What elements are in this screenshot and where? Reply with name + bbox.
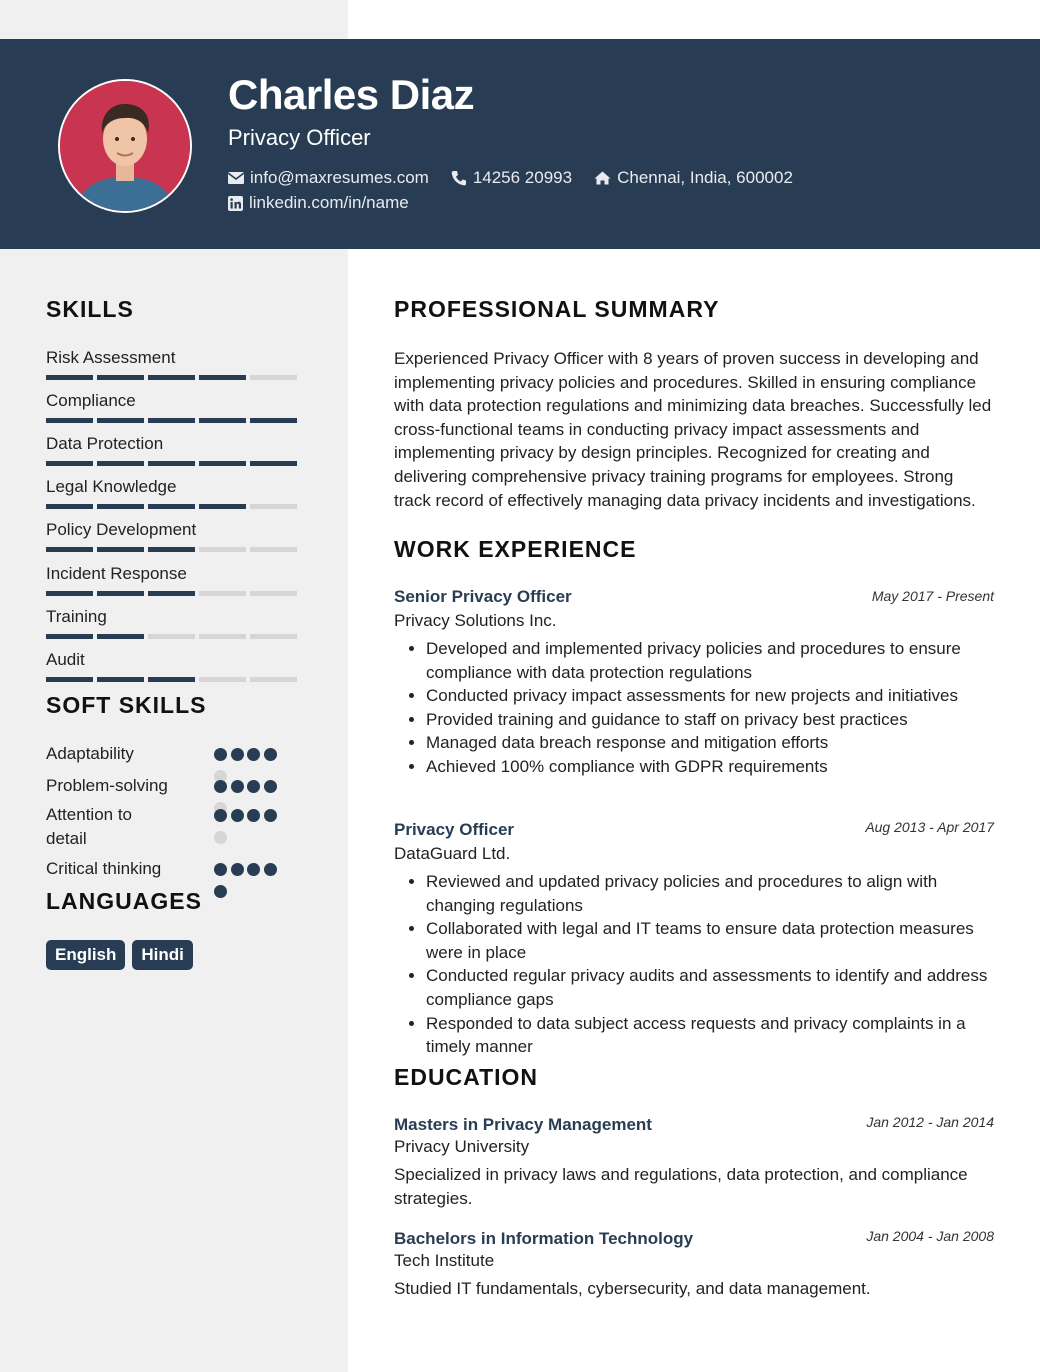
skill-bar-segment bbox=[46, 418, 93, 423]
skill-bar-segment bbox=[97, 375, 144, 380]
education-entry bbox=[394, 1229, 994, 1301]
skill-name: Legal Knowledge bbox=[46, 477, 177, 496]
languages-heading: LANGUAGES bbox=[46, 888, 202, 914]
entry-dates: Aug 2013 - Apr 2017 bbox=[865, 819, 994, 835]
skill-bar-segment bbox=[148, 418, 195, 423]
location-contact bbox=[594, 168, 793, 188]
list-item: • Collaborated with legal and IT teams to ensure data protection measures were in place bbox=[426, 917, 994, 964]
skill-dot bbox=[214, 780, 227, 793]
skill-dot bbox=[214, 885, 227, 898]
experience-heading: WORK EXPERIENCE bbox=[394, 536, 637, 562]
skill-dot bbox=[247, 809, 260, 822]
list-item: • Conducted regular privacy audits and assessments to identify and address compliance gaps bbox=[426, 964, 994, 1011]
skill-dot bbox=[214, 863, 227, 876]
list-item: • Managed data breach response and mitigation efforts bbox=[426, 731, 994, 755]
soft-skills-heading: SOFT SKILLS bbox=[46, 692, 207, 718]
skill-dot bbox=[264, 863, 277, 876]
experience-entry bbox=[394, 587, 994, 779]
skill-name: Training bbox=[46, 607, 107, 626]
email-contact[interactable] bbox=[228, 168, 429, 188]
skill-bar-segment bbox=[199, 504, 246, 509]
skill-item bbox=[46, 476, 306, 509]
entry-dates: Jan 2004 - Jan 2008 bbox=[866, 1228, 994, 1244]
location-text: Chennai, India, 600002 bbox=[617, 168, 793, 187]
skill-bar-segment bbox=[250, 375, 297, 380]
skill-bar-segment bbox=[250, 547, 297, 552]
school-name: Tech Institute bbox=[394, 1251, 495, 1270]
skill-bar-segment bbox=[148, 504, 195, 509]
education-description: Specialized in privacy laws and regulations, data protection, and compliance strategies. bbox=[394, 1165, 968, 1208]
language-list bbox=[46, 940, 193, 970]
experience-entry bbox=[394, 820, 994, 1059]
phone-text: 14256 20993 bbox=[472, 168, 573, 187]
skill-bar-segment bbox=[97, 461, 144, 466]
skill-dot bbox=[264, 809, 277, 822]
degree-title: Bachelors in Information Technology bbox=[394, 1229, 694, 1248]
skill-level-bar bbox=[46, 461, 306, 466]
responsibility-list bbox=[394, 637, 994, 779]
skill-bar-segment bbox=[97, 591, 144, 596]
list-item: • Provided training and guidance to staff on privacy best practices bbox=[426, 708, 994, 732]
skill-dot bbox=[247, 863, 260, 876]
linkedin-contact[interactable] bbox=[228, 193, 409, 213]
skill-bar-segment bbox=[97, 547, 144, 552]
skill-name: Risk Assessment bbox=[46, 348, 176, 367]
skill-bar-segment bbox=[148, 375, 195, 380]
skill-level-bar bbox=[46, 677, 306, 682]
skill-bar-segment bbox=[148, 677, 195, 682]
skill-item bbox=[46, 519, 306, 552]
skill-name: Audit bbox=[46, 650, 85, 669]
skill-name: Policy Development bbox=[46, 520, 197, 539]
skill-bar-segment bbox=[199, 547, 246, 552]
education-entry bbox=[394, 1115, 994, 1210]
skill-bar-segment bbox=[250, 677, 297, 682]
skill-bar-segment bbox=[97, 418, 144, 423]
list-item: • Developed and implemented privacy policies and procedures to ensure compliance with data protection regulations bbox=[426, 637, 994, 684]
job-title: Privacy Officer bbox=[394, 820, 515, 839]
skill-bar-segment bbox=[250, 461, 297, 466]
skill-bar-segment bbox=[199, 418, 246, 423]
skill-bar-segment bbox=[46, 591, 93, 596]
skill-dot bbox=[231, 780, 244, 793]
skill-bar-segment bbox=[46, 677, 93, 682]
skill-name: Incident Response bbox=[46, 564, 187, 583]
candidate-title: Privacy Officer bbox=[228, 125, 371, 150]
skill-bar-segment bbox=[250, 418, 297, 423]
skill-bar-segment bbox=[148, 461, 195, 466]
skill-dot bbox=[264, 748, 277, 761]
skill-level-bar bbox=[46, 418, 306, 423]
skill-dot bbox=[247, 748, 260, 761]
skill-bar-segment bbox=[199, 634, 246, 639]
skill-bar-segment bbox=[97, 504, 144, 509]
skill-item bbox=[46, 347, 306, 380]
responsibility-list bbox=[394, 870, 994, 1059]
linkedin-icon bbox=[228, 196, 243, 211]
skill-item bbox=[46, 433, 306, 466]
list-item: • Reviewed and updated privacy policies and procedures to align with changing regulations bbox=[426, 870, 994, 917]
education-heading: EDUCATION bbox=[394, 1064, 539, 1090]
job-title: Senior Privacy Officer bbox=[394, 587, 572, 606]
language-badge: Hindi bbox=[132, 940, 193, 970]
soft-skill-name: Adaptability bbox=[46, 744, 134, 763]
avatar bbox=[58, 79, 192, 213]
skill-bar-segment bbox=[97, 677, 144, 682]
list-item: • Responded to data subject access requests and privacy complaints in a timely manner bbox=[426, 1012, 994, 1059]
skill-bar-segment bbox=[148, 547, 195, 552]
candidate-name: Charles Diaz bbox=[228, 71, 475, 118]
language-badge: English bbox=[46, 940, 125, 970]
skill-dot bbox=[214, 748, 227, 761]
soft-skill-dots bbox=[214, 863, 292, 907]
profile-photo-icon bbox=[60, 81, 190, 211]
skill-bar-segment bbox=[97, 634, 144, 639]
school-name: Privacy University bbox=[394, 1137, 530, 1156]
skill-bar-segment bbox=[199, 677, 246, 682]
skill-item bbox=[46, 390, 306, 423]
skill-bar-segment bbox=[199, 461, 246, 466]
soft-skill-name: Attention to detail bbox=[46, 805, 133, 848]
skill-bar-segment bbox=[199, 591, 246, 596]
skill-bar-segment bbox=[250, 591, 297, 596]
summary-heading: PROFESSIONAL SUMMARY bbox=[394, 296, 720, 322]
skills-heading: SKILLS bbox=[46, 296, 134, 322]
skill-bar-segment bbox=[250, 504, 297, 509]
skill-level-bar bbox=[46, 375, 306, 380]
linkedin-text: linkedin.com/in/name bbox=[249, 193, 409, 212]
skill-bar-segment bbox=[46, 634, 93, 639]
degree-title: Masters in Privacy Management bbox=[394, 1115, 652, 1134]
skill-dot bbox=[214, 809, 227, 822]
summary-text: Experienced Privacy Officer with 8 years of proven success in developing and implementing privacy policies and procedures. Skilled in ensuring compliance with data protection regulations and minimizing data breaches. Successfully led cross-functional teams in conducting privacy impact assessments and implementing privacy by design principles. Recognized for creating and delivering comprehensive privacy training programs for employees. Strong track record of effectively managing data privacy incidents and investigations. bbox=[394, 349, 992, 510]
list-item: • Conducted privacy impact assessments for new projects and initiatives bbox=[426, 684, 994, 708]
skill-level-bar bbox=[46, 634, 306, 639]
soft-skill-name: Critical thinking bbox=[46, 859, 162, 878]
skill-item bbox=[46, 563, 306, 596]
skill-level-bar bbox=[46, 547, 306, 552]
soft-skill-dots bbox=[214, 809, 292, 853]
skill-item bbox=[46, 606, 306, 639]
skill-item bbox=[46, 649, 306, 682]
skill-dot bbox=[231, 748, 244, 761]
email-text: info@maxresumes.com bbox=[250, 168, 429, 187]
skill-bar-segment bbox=[199, 375, 246, 380]
contact-info bbox=[228, 166, 815, 216]
company-name: Privacy Solutions Inc. bbox=[394, 611, 557, 630]
skill-bar-segment bbox=[46, 504, 93, 509]
education-description: Studied IT fundamentals, cybersecurity, and data management. bbox=[394, 1279, 871, 1298]
skill-bar-segment bbox=[46, 461, 93, 466]
soft-skill-name: Problem-solving bbox=[46, 776, 168, 795]
skill-bar-segment bbox=[46, 375, 93, 380]
phone-icon bbox=[451, 170, 467, 186]
company-name: DataGuard Ltd. bbox=[394, 844, 511, 863]
skill-dot bbox=[231, 809, 244, 822]
phone-contact[interactable] bbox=[451, 168, 572, 188]
skill-name: Data Protection bbox=[46, 434, 164, 453]
skill-dot bbox=[247, 780, 260, 793]
skill-bar-segment bbox=[148, 634, 195, 639]
skill-level-bar bbox=[46, 591, 306, 596]
skill-dot bbox=[231, 863, 244, 876]
entry-dates: Jan 2012 - Jan 2014 bbox=[866, 1114, 994, 1130]
home-icon bbox=[594, 171, 611, 185]
skill-bar-segment bbox=[46, 547, 93, 552]
skill-bar-segment bbox=[250, 634, 297, 639]
skill-level-bar bbox=[46, 504, 306, 509]
list-item: • Achieved 100% compliance with GDPR requirements bbox=[426, 755, 994, 779]
skill-dot bbox=[264, 780, 277, 793]
skill-bar-segment bbox=[148, 591, 195, 596]
skill-dot bbox=[214, 831, 227, 844]
entry-dates: May 2017 - Present bbox=[871, 588, 994, 604]
skill-name: Compliance bbox=[46, 391, 136, 410]
resume-header bbox=[0, 39, 1040, 249]
envelope-icon bbox=[228, 172, 244, 184]
